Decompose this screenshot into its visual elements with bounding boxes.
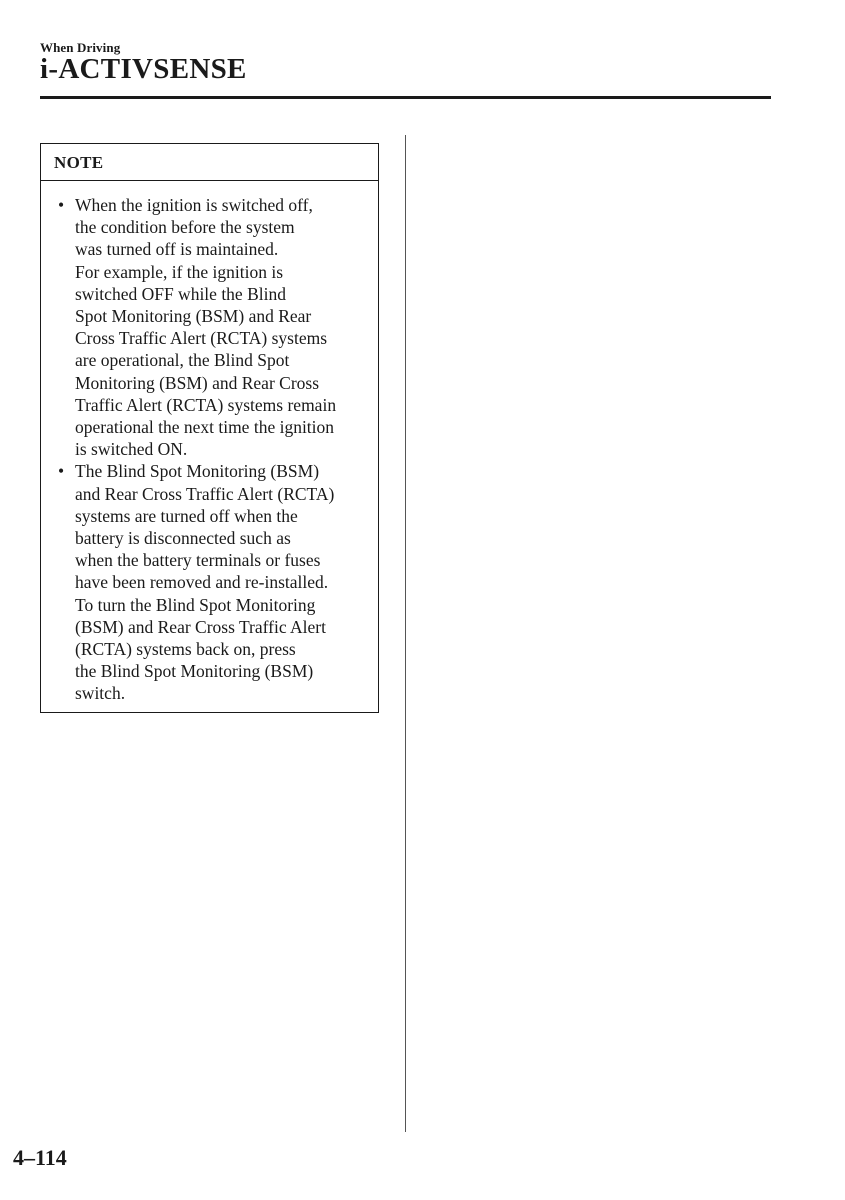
note-line: switch. [75,683,126,704]
note-line: when the battery terminals or fuses [75,550,321,571]
note-heading: NOTE [41,144,378,181]
note-item [41,460,378,704]
note-line: operational the next time the ignition [75,417,335,438]
note-line: the Blind Spot Monitoring (BSM) [75,661,314,682]
note-box [40,143,379,713]
note-line: is switched ON. [75,439,188,460]
bullet-icon: • [58,195,65,215]
note-body [41,181,378,705]
note-line: are operational, the Blind Spot [75,350,290,371]
note-line: To turn the Blind Spot Monitoring [75,594,316,615]
note-line: When the ignition is switched off, [75,195,313,215]
section-label: When Driving [40,40,121,55]
page-number: 4–114 [13,1145,67,1170]
note-item [41,194,378,460]
note-line: Spot Monitoring (BSM) and Rear [75,306,312,327]
note-line: systems are turned off when the [75,505,298,526]
page-title: i-ACTIVSENSE [40,53,247,85]
note-line: have been removed and re-installed. [75,572,329,593]
note-line: Cross Traffic Alert (RCTA) systems [75,328,328,349]
note-line: the condition before the system [75,217,295,238]
note-line: switched OFF while the Blind [75,283,286,304]
note-line: (BSM) and Rear Cross Traffic Alert [75,616,326,637]
bullet-icon: • [58,461,65,482]
note-line: Traffic Alert (RCTA) systems remain [75,394,337,415]
note-line: Monitoring (BSM) and Rear Cross [75,372,320,393]
column-divider [405,135,406,1132]
note-line: battery is disconnected such as [75,528,291,549]
note-line: For example, if the ignition is [75,261,284,282]
note-line: and Rear Cross Traffic Alert (RCTA) [75,483,335,504]
note-line: (RCTA) systems back on, press [75,639,296,660]
note-line: was turned off is maintained. [75,239,279,260]
note-line: The Blind Spot Monitoring (BSM) [75,461,320,482]
header-divider [40,96,771,99]
